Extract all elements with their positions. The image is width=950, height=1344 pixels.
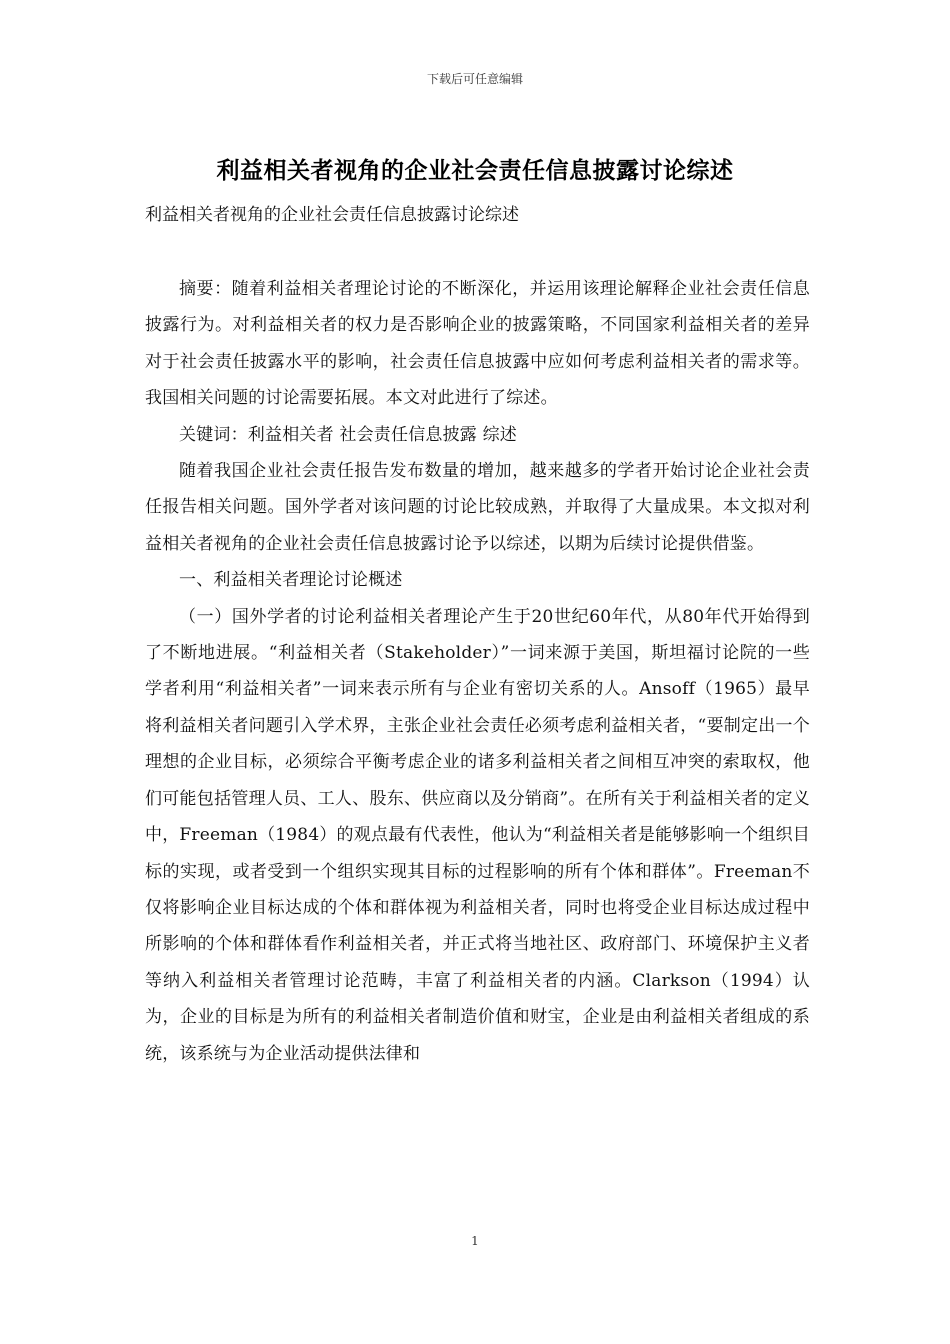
keywords-paragraph: 关键词：利益相关者 社会责任信息披露 综述 [179, 424, 518, 445]
document-title: 利益相关者视角的企业社会责任信息披露讨论综述 [216, 157, 734, 184]
document-subtitle: 利益相关者视角的企业社会责任信息披露讨论综述 [145, 205, 519, 225]
section-heading: 一、利益相关者理论讨论概述 [179, 570, 403, 591]
abstract-paragraph: 摘要：随着利益相关者理论讨论的不断深化，并运用该理论解释企业社会责任信息披露行为。对利益相关者的权力是否影响企业的披露策略，不同国家利益相关者的差异对于社会责任披露水平的影响，社会责任信息披露中应如何考虑利益相关者的需求等。我国相关问题的讨论需要拓展。本文对此进行了综述。 [145, 279, 810, 409]
intro-paragraph: 随着我国企业社会责任报告发布数量的增加，越来越多的学者开始讨论企业社会责任报告相关问题。国外学者对该问题的讨论比较成熟，并取得了大量成果。本文拟对利益相关者视角的企业社会责任信息披露讨论予以综述，以期为后续讨论提供借鉴。 [145, 461, 810, 554]
page-number: 1 [471, 1234, 479, 1248]
body-paragraph: （一）国外学者的讨论利益相关者理论产生于20世纪60年代，从80年代开始得到了不断地进展。“利益相关者（Stakeholder）”一词来源于美国，斯坦福讨论院的一些学者利用“利益相关者”一词来表示所有与企业有密切关系的人。Ansoff（1965）最早将利益相关者问题引入学术界，主张企业社会责任必须考虑利益相关者，“要制定出一个理想的企业目标，必须综合平衡考虑企业的诸多利益相关者之间相互冲突的索取权，他们可能包括管理人员、工人、股东、供应商以及分销商”。在所有关于利益相关者的定义中，Freeman（1984）的观点最有代表性，他认为“利益相关者是能够影响一个组织目标的实现，或者受到一个组织实现其目标的过程影响的所有个体和群体”。Freeman不仅将影响企业目标达成的个体和群体视为利益相关者，同时也将受企业目标达成过程中所影响的个体和群体看作利益相关者，并正式将当地社区、政府部门、环境保护主义者等纳入利益相关者管理讨论范畴，丰富了利益相关者的内涵。Clarkson（1994）认为，企业的目标是为所有的利益相关者制造价值和财宝，企业是由利益相关者组成的系统，该系统与为企业活动提供法律和 [145, 606, 810, 1064]
document-body [145, 271, 810, 1072]
header-note: 下载后可任意编辑 [426, 72, 523, 86]
